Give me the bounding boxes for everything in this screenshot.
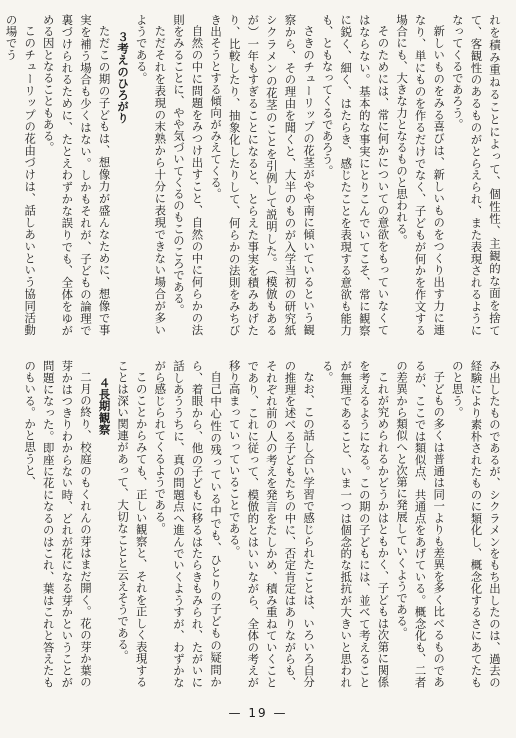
lower-text-column (20, 360, 504, 688)
paragraph: 新しいものをみる喜びは、新しいものをつくり出す力に連なり、単にものを作るだけでなく、子どもが何かを作文する場合にも、大きな力となるものと思われる。 (395, 14, 447, 336)
paragraph: そのためには、常に何かについての意欲をもっていなくてはならない。基本的な事実にとりこんでいてこそ、常に観察に鋭く、細く、はたらき、感じたことを表現する意欲も能力も、ともなってくるであろう。 (320, 14, 391, 336)
paragraph: 自己中心性の残っている中でも、ひとりの子どもの疑問から、着眼から、他の子どもに移るはたらきもみられ、たがいに話しあううちに、真の問題点へ進んでいくようすが、わずかながら感じられてくるようである。 (153, 360, 224, 688)
section-title: 考えのひろがり (116, 42, 131, 124)
paragraph: 二月の終り、校庭のもくれんの芽はまだ開く。花の芽か葉の芽かはつきりわからない時、どれが花になる芽かということが問題になった。即座に花になるのはこれ、葉はこれと答えたものもいる。かと思うと、 (23, 360, 93, 688)
section-number: ４ (97, 377, 112, 389)
paragraph: さきのチューリップの花茎がやや南に傾いているという観察から、その理由を聞くと、大半のものが入学当初の研究紙シクラメンの花茎のことを引例して説明した。（模倣もあるが）一年もすぎることになると、とらえた事実を積みあげたり、比較したり、抽象化したりして、何らかの法則をみちびき出そうとする傾向がみえてくる。 (209, 14, 317, 336)
paragraph: 子どもの多くは普通は同一よりも差異を多く比べるものであるが、ここでは類似点、共通点をあげている。概念化も、二者の差異から類似へと次第に発展していくようである。 (395, 360, 447, 688)
upper-text-column (4, 14, 504, 336)
paragraph: このチューリップの花由づけは、話しあいという協同活動の場でう (4, 14, 38, 336)
section-title: 長期観察 (97, 388, 112, 436)
paragraph: なお、この話し合い学習で感じられたことは、いろいろ自分の推理を述べる子どもたちの中に、否定肯定はありながらも、それぞれ前の人の考えを発言をたしかめ、積み重ねていくことであり、これに従って、模倣的とはいいながら、全体の考えが移り高まっていっていることである。 (227, 360, 317, 688)
page-number: — 19 — (228, 706, 288, 720)
section-number: ３ (116, 31, 131, 43)
paragraph: これが究められるかどうかはともかく、子どもは次第に関係を考えるようになる。この期の子どもには、並べて考えることが無理であること、いま一つは個念的な抵抗が大きいと思われる。 (320, 360, 391, 688)
paragraph: み出したものであるが、シクラメンをもち出したのは、過去の経験により素朴されたものに類化し、概念化するさにあてたものと思う。 (450, 360, 502, 688)
paragraph: このことからみても、正しい観察と、それを正しく表現することは深い関連があって、大切なことと云えそうである。 (116, 360, 149, 688)
paragraph: 自然の中に問題をみつけ出すこと、自然の中に何らかの法則をみることに、やや気づいてくるのもこのころである。 (171, 14, 205, 336)
section-heading (114, 14, 133, 336)
paragraph: ただそれを表現の末熟から十分に表現できない場合が多いようである。 (134, 14, 168, 336)
paragraph: ただこの期の子どもは、想像力が盛んなために、想像で事実を補う場合も少くはない。しかもそれが、子どもの論理で裏づけられるために、たとえわずかな誤りでも、全体をゆがめる因となることもある。 (41, 14, 112, 336)
paragraph: れを積み重ねることによって、個性性、主観的な面を捨てて、客観性のあるものがとらえられ、また表現されるようになってくるであろう。 (450, 14, 502, 336)
section-heading (95, 360, 114, 688)
